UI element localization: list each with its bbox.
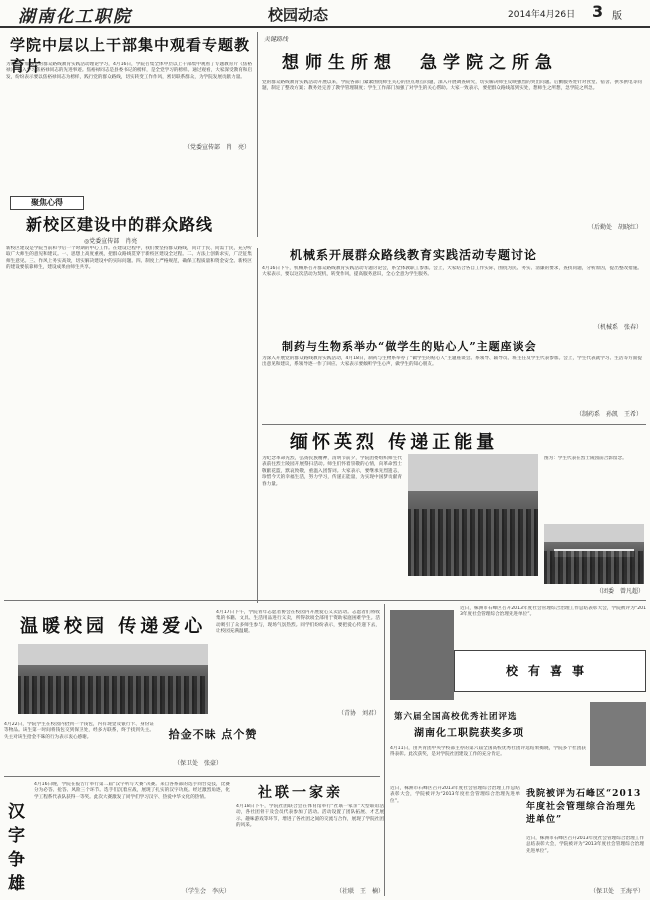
article-kicker: 关键路线 <box>264 36 289 43</box>
page-suffix: 版 <box>612 11 622 22</box>
section-rule <box>262 424 646 425</box>
award-body: 4月11日，由共青团中央学校部主办的第六届全国高校优秀社团评选结果揭晓，学院多个社团获得表彰。此次获奖，是对学院社团建设工作的充分肯定。 <box>390 746 586 758</box>
article-signature: （学生会 李庆） <box>181 888 230 895</box>
article-byline: ◎党委宣传部 肖亮 <box>84 238 138 245</box>
article-good-news <box>390 606 646 896</box>
article-body: 4月16日晚，学院在报告厅举行第二届“汉字听写大赛”决赛。来自各系部的选手同台竞技，比赛分为必答、抢答、风险三个环节。选手们沉着应战，展现了扎实的汉字功底。经过激烈角逐，化学工程系代表队获得一等奖。此次大赛激发了同学们学习汉字、热爱中华文化的热情。 <box>34 782 230 800</box>
article-pharma-dept <box>262 338 644 420</box>
article-signature: （社联 王 楠） <box>335 888 384 895</box>
masthead <box>0 0 650 28</box>
article-title: 想师生所想 急学院之所急 <box>282 53 558 73</box>
article-signature: （制药系 孙凯 王希） <box>575 411 642 418</box>
article-think-like-students <box>262 34 644 234</box>
article-signature: （青协 刘君） <box>337 710 380 717</box>
award-title-1: 第六届全国高校优秀社团评选 <box>394 712 518 722</box>
article-signature: （党委宣传部 肖 亮） <box>183 144 250 151</box>
article-title: 学院中层以上干部集中观看专题教育片 <box>10 36 251 75</box>
column-rule <box>257 248 258 603</box>
article-title: 机械系开展群众路线教育实践活动专题讨论 <box>290 248 538 262</box>
article-title: 社联一家亲 <box>258 785 343 801</box>
award-title-2: 湖南化工职院获奖多项 <box>414 728 524 739</box>
article-body: 为深入开展党的群众路线教育实践活动，4月18日，制药与生物系举办了“做学生的贴心人”主题座谈会。系领导、辅导员、班主任及学生代表参加。会上，学生代表就学习、生活等方面提出意见和建议，系领导逐一作了回应。大家表示要倾听学生心声，做学生的知心朋友。 <box>262 356 642 368</box>
column-rule <box>257 32 258 237</box>
section-title: 校园动态 <box>268 6 329 24</box>
charity-sale-photo <box>18 644 208 714</box>
award-body-2: 近日，株洲市石峰区召开2013年度社会管理综合治理工作总结表彰大会，学院被评为“2013年度社会管理综合治理先进单位”。 <box>390 786 520 804</box>
issue-date: 2014年4月26日 <box>508 10 576 20</box>
article-title: 制药与生物系举办“做学生的贴心人”主题座谈会 <box>282 340 537 353</box>
article-body: 党的群众路线教育实践活动开展以来，学院各部门紧紧围绕师生关心的热点难点问题，深入开展调查研究，切实解决师生反映强烈的突出问题。后勤服务处针对食堂、宿舍、供水供电等问题，制定了整改方案；教务处完善了教学管理制度；学生工作部门加强了对学生的关心帮助。大家一致表示，要把群众路线落到实处，想师生之所想，急学院之所急。 <box>262 80 642 92</box>
article-club-union <box>236 778 386 896</box>
article-signature: （团委 曾凡超） <box>595 588 644 595</box>
intro-text: 近日，株洲市石峰区召开2013年度社会管理综合治理工作总结表彰大会，学院被评为“2013年度社会管理综合治理先进单位”。 <box>460 606 646 618</box>
article-signature: （机械系 张春） <box>593 324 642 331</box>
group-banner-photo <box>544 524 644 584</box>
news-photo-1 <box>390 610 454 700</box>
article-found-wallet <box>4 722 262 772</box>
award-body-3: 近日，株洲市石峰区召开2013年度社会管理综合治理工作总结表彰大会，学院被评为“2013年度社会管理综合治理先进单位”。 <box>526 836 644 854</box>
kicker-box <box>10 196 84 210</box>
page-number: 3 <box>592 2 604 21</box>
article-kicker: 聚焦心得 <box>31 198 63 207</box>
article-martyrs <box>262 428 646 598</box>
article-new-campus <box>4 196 254 598</box>
good-news-header <box>454 650 646 692</box>
section-rule <box>4 600 646 601</box>
news-photo-2 <box>590 702 646 766</box>
article-title: 缅怀英烈 传递正能量 <box>290 432 499 453</box>
column-rule <box>384 604 385 896</box>
article-signature: （保卫处 张豪） <box>174 760 223 767</box>
article-body: 4月22日，学院学生在校园内拾到一个钱包，内有现金及银行卡、身份证等物品。该生第一时间将钱包交到保卫处，经多方联系，终于找到失主。失主对该生拾金不昧的行为表示衷心感谢。 <box>4 722 154 740</box>
article-title: 新校区建设中的群众路线 <box>26 215 214 234</box>
article-body: 为进一步加强党的群众路线教育实践活动理论学习，4月16日，学院召集全体中层以上干部集中观看了专题教育片《焦裕禄》，深入学习焦裕禄同志的先进事迹。焦裕禄同志是县委书记的榜样，是全党学习的榜样。通过观看，大家深受教育和启发，纷纷表示要以焦裕禄同志为榜样，践行党的群众路线，切实转变工作作风，密切联系群众，为学院发展贡献力量。 <box>6 62 252 80</box>
article-title: 汉字争雄 <box>8 802 26 894</box>
article-character-contest <box>4 778 234 896</box>
article-body: 4月18日下午，学院社团联合会在体育馆举行“社联一家亲”大型联谊活动，各社团骨干及会员代表参加了活动。活动设置了团队拓展、才艺展示、趣味游戏等环节，增进了各社团之间的交流与合作，展现了学院社团的风采。 <box>236 804 384 829</box>
article-body: 4月16日下午，机械系召开群众路线教育实践活动专题讨论会，系全体教职工参加。会上，大家结合各自工作实际，围绕为民、务实、清廉的要求，查找问题，分析原因，提出整改措施。大家表示，要以这次活动为契机，转变作风，提高服务意识，全心全意为学生服务。 <box>262 266 642 278</box>
article-charity-sale <box>4 604 382 718</box>
article-caption: 图为：学生代表在烈士陵园前合影留念。 <box>544 456 627 461</box>
article-title: 温暖校园 传递爱心 <box>20 616 207 637</box>
article-body: 为纪念革命先烈，弘扬民族精神，清明节前夕，学院团委组织师生代表前往烈士陵园开展祭扫活动。师生们怀着崇敬的心情，向革命烈士敬献花篮，默哀致敬，重温入团誓词。大家表示，要继承先烈遗志，珍惜今天的幸福生活，努力学习，传递正能量，为实现中国梦贡献青春力量。 <box>262 456 402 487</box>
article-signature: （后勤处 胡晓红） <box>587 224 642 231</box>
article-body: 新校区建设是学院当前和今后一个时期的中心工作。在建设过程中，我们要坚持群众路线，问计于民、问需于民，充分听取广大师生的意见和建议。一、思想上高度重视，把群众路线贯穿于新校区建设全过程。二、方法上创新求实，广泛征集师生意见。三、作风上务实高效，切实解决建设中的实际问题。四、制度上严格规范，确保工程质量和资金安全。新校区的建设要依靠师生，建设成果由师生共享。 <box>6 246 252 271</box>
article-cadre-education <box>4 34 254 154</box>
article-mech-dept <box>262 246 644 332</box>
article-body: 4月17日下午，学院青年志愿者协会在校园内开展爱心义卖活动。志愿者们将收集的书籍、文具、生活用品进行义卖，所得款项全部用于资助家庭困难学生。活动吸引了众多师生参与，现场气氛热烈。同学们纷纷表示，要把爱心传递下去，让校园充满温暖。 <box>216 610 380 635</box>
section-rule <box>4 776 380 777</box>
good-news-label: 校有喜事 <box>505 664 594 678</box>
award-title-3: 我院被评为石峰区“2013年度社会管理综合治理先进单位” <box>526 789 642 825</box>
article-title: 拾金不昧 点个赞 <box>168 728 258 741</box>
article-signature: （保卫处 王海平） <box>589 888 644 895</box>
paper-name: 湖南化工职院 <box>18 7 132 27</box>
martyrs-ceremony-photo <box>408 454 538 576</box>
